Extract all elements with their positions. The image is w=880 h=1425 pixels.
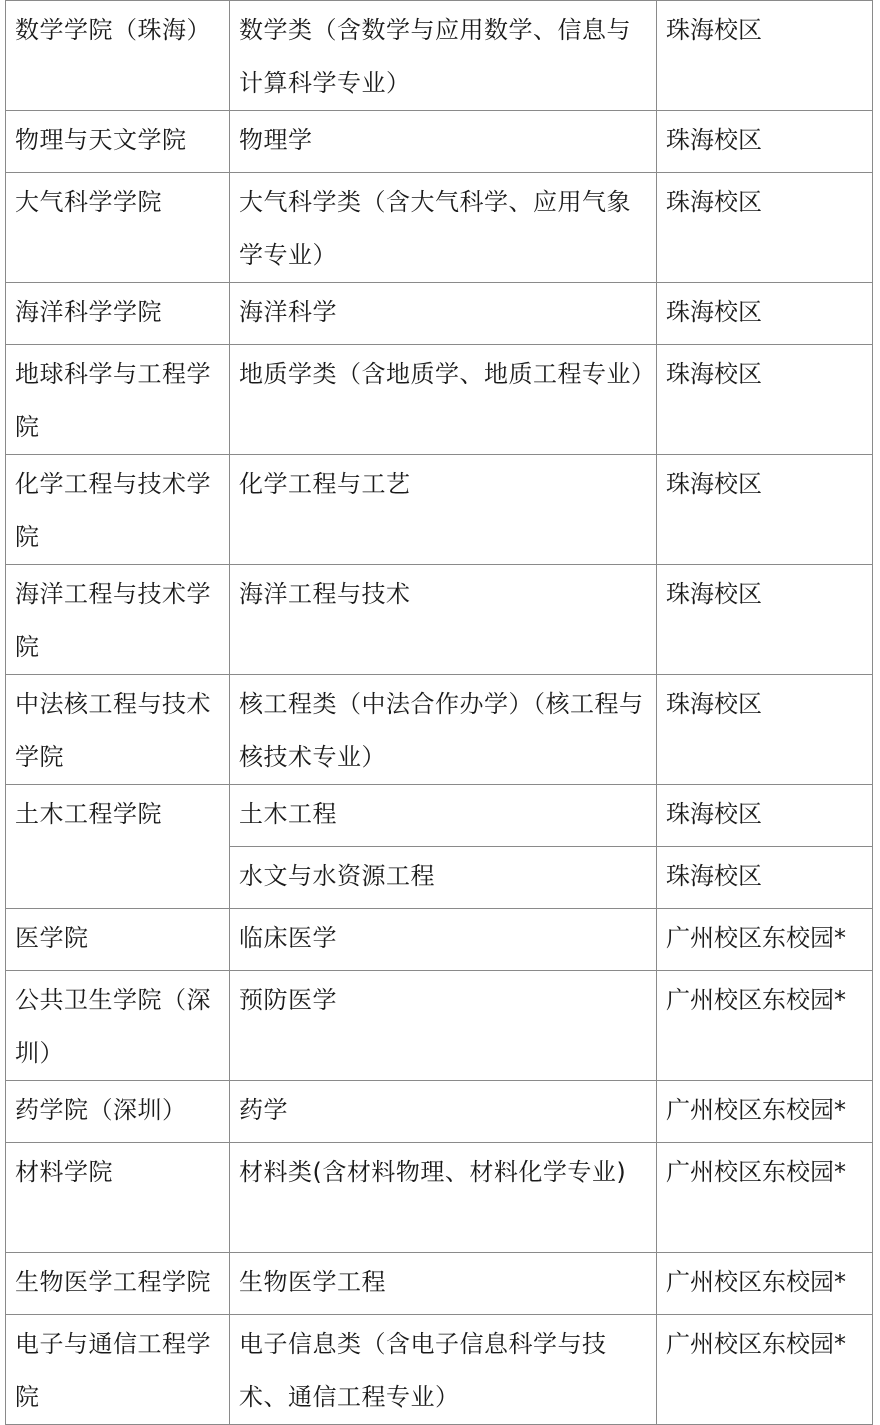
college-cell: 大气科学学院 <box>6 173 230 283</box>
campus-cell: 广州校区东校园* <box>657 971 873 1081</box>
campus-cell: 珠海校区 <box>657 847 873 909</box>
table-row <box>6 455 873 565</box>
majors-table <box>5 0 873 1425</box>
campus-cell: 广州校区东校园* <box>657 909 873 971</box>
campus-cell: 珠海校区 <box>657 345 873 455</box>
major-cell: 临床医学 <box>230 909 657 971</box>
campus-cell: 珠海校区 <box>657 675 873 785</box>
table-row <box>6 1143 873 1253</box>
table-row <box>6 785 873 847</box>
major-cell: 药学 <box>230 1081 657 1143</box>
major-cell: 海洋工程与技术 <box>230 565 657 675</box>
college-cell: 化学工程与技术学院 <box>6 455 230 565</box>
major-cell: 物理学 <box>230 111 657 173</box>
campus-cell: 广州校区东校园* <box>657 1253 873 1315</box>
table-row <box>6 345 873 455</box>
table-row <box>6 173 873 283</box>
college-cell: 药学院（深圳） <box>6 1081 230 1143</box>
major-cell: 化学工程与工艺 <box>230 455 657 565</box>
college-cell: 电子与通信工程学院 <box>6 1315 230 1425</box>
campus-cell: 珠海校区 <box>657 111 873 173</box>
table-row <box>6 565 873 675</box>
major-cell: 电子信息类（含电子信息科学与技术、通信工程专业） <box>230 1315 657 1425</box>
college-cell: 中法核工程与技术学院 <box>6 675 230 785</box>
major-cell: 预防医学 <box>230 971 657 1081</box>
table-row <box>6 971 873 1081</box>
campus-cell: 珠海校区 <box>657 283 873 345</box>
campus-cell: 珠海校区 <box>657 1 873 111</box>
campus-cell: 广州校区东校园* <box>657 1143 873 1253</box>
table-row <box>6 1253 873 1315</box>
campus-cell: 珠海校区 <box>657 565 873 675</box>
major-cell: 地质学类（含地质学、地质工程专业） <box>230 345 657 455</box>
campus-cell: 珠海校区 <box>657 173 873 283</box>
college-cell: 海洋工程与技术学院 <box>6 565 230 675</box>
major-cell: 土木工程 <box>230 785 657 847</box>
college-cell: 土木工程学院 <box>6 785 230 909</box>
major-cell: 核工程类（中法合作办学）（核工程与核技术专业） <box>230 675 657 785</box>
major-cell: 数学类（含数学与应用数学、信息与计算科学专业） <box>230 1 657 111</box>
campus-cell: 珠海校区 <box>657 785 873 847</box>
table-row <box>6 675 873 785</box>
campus-cell: 广州校区东校园* <box>657 1315 873 1425</box>
major-cell: 水文与水资源工程 <box>230 847 657 909</box>
campus-cell: 广州校区东校园* <box>657 1081 873 1143</box>
major-cell: 大气科学类（含大气科学、应用气象学专业） <box>230 173 657 283</box>
major-cell: 材料类(含材料物理、材料化学专业) <box>230 1143 657 1253</box>
major-cell: 海洋科学 <box>230 283 657 345</box>
college-cell: 材料学院 <box>6 1143 230 1253</box>
major-cell: 生物医学工程 <box>230 1253 657 1315</box>
table-row <box>6 1 873 111</box>
college-cell: 生物医学工程学院 <box>6 1253 230 1315</box>
college-cell: 公共卫生学院（深圳） <box>6 971 230 1081</box>
table-row <box>6 909 873 971</box>
college-cell: 医学院 <box>6 909 230 971</box>
college-cell: 海洋科学学院 <box>6 283 230 345</box>
campus-cell: 珠海校区 <box>657 455 873 565</box>
table-row <box>6 1081 873 1143</box>
college-cell: 地球科学与工程学院 <box>6 345 230 455</box>
table-row <box>6 111 873 173</box>
table-row <box>6 1315 873 1425</box>
table-row <box>6 283 873 345</box>
college-cell: 物理与天文学院 <box>6 111 230 173</box>
college-cell: 数学学院（珠海） <box>6 1 230 111</box>
